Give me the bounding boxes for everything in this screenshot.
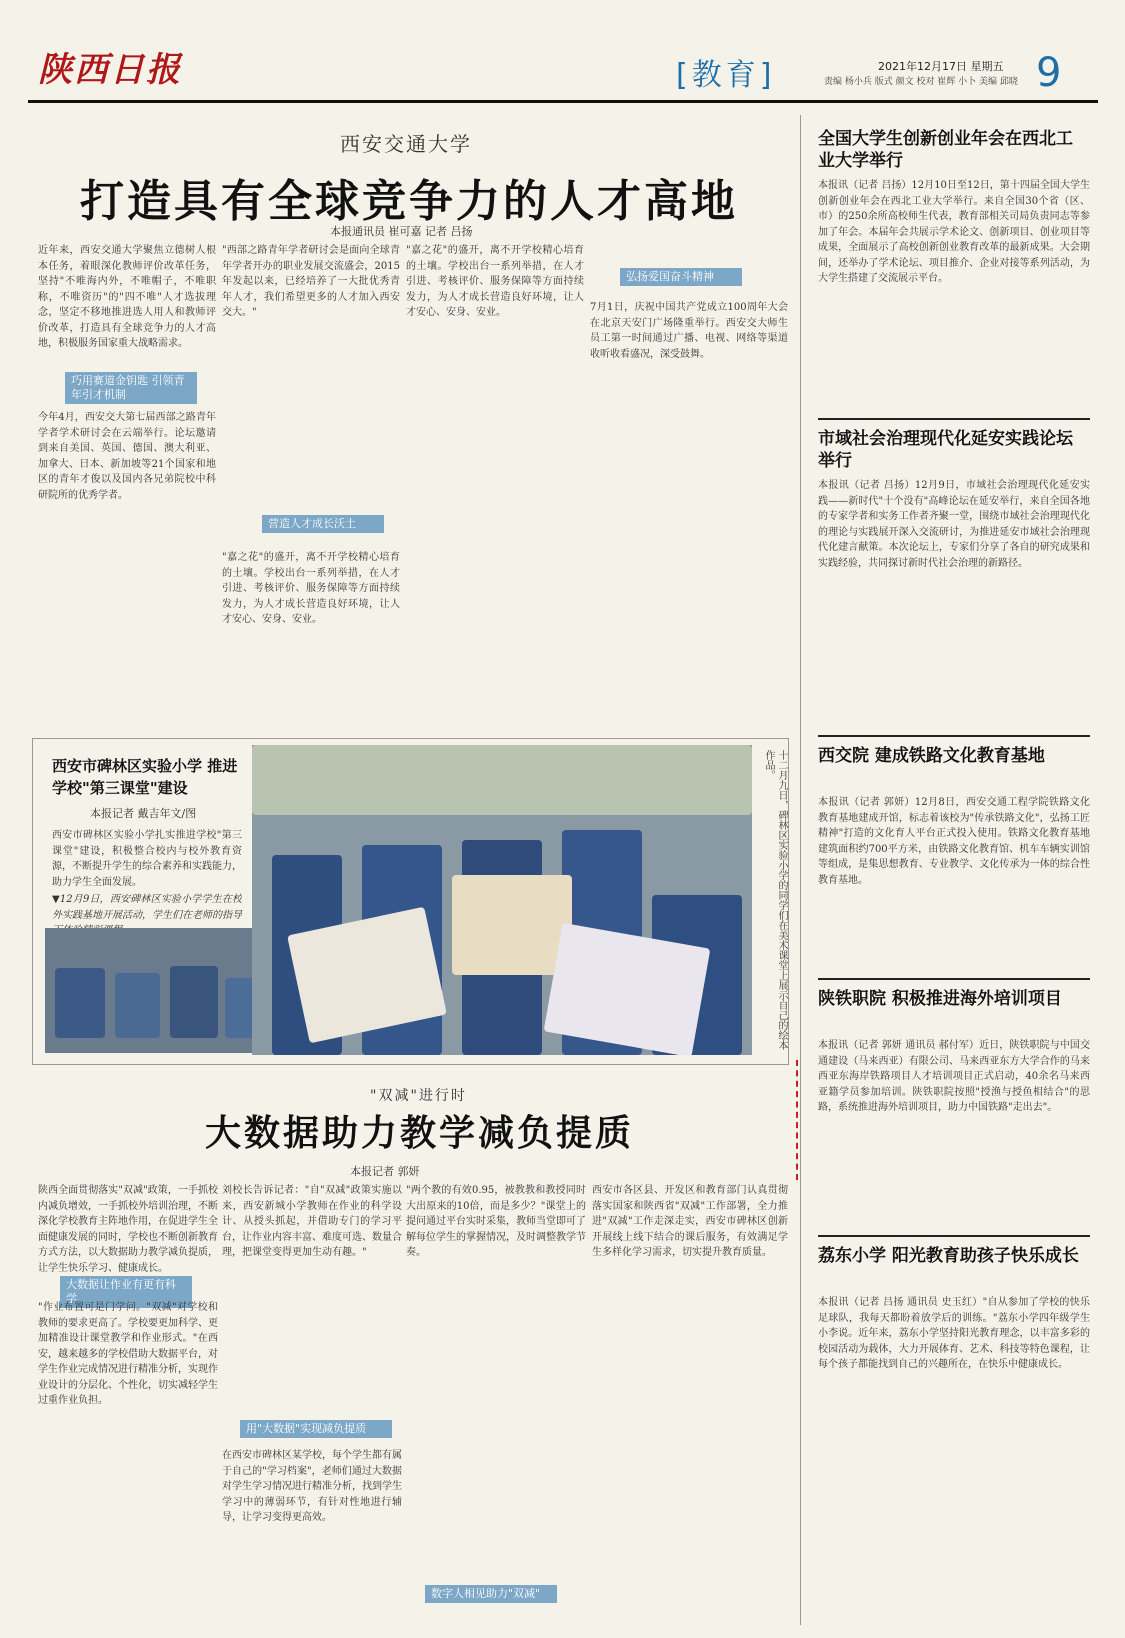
sidebar-title: 荔东小学 阳光教育助孩子快乐成长 <box>818 1246 1079 1266</box>
sidebar-rule <box>818 978 1090 980</box>
second-subhead: 用"大数据"实现减负提质 <box>240 1420 392 1438</box>
sidebar-text: 本报讯（记者 郭妍）12月8日，西安交通工程学院铁路文化教育基地建成开馆，标志着该校为"传承铁路文化"，弘扬工匠精神"打造的文化育人平台正式投入使用。铁路文化教育基地建筑面积约700平方米，由铁路文化教育馆、机车车辆实训馆等组成，是集思想教育、专业教学、文化传承为一体的综合性教育基地。 <box>818 797 1090 886</box>
second-paragraph: 西安市各区县、开发区和教育部门认真贯彻落实国家和陕西省"双减"工作部署，全力推进"双减"工作走深走实，西安市碑林区创新开展线上线下结合的课后服务，有效满足学生多样化学习需求，切实提升教育质量。 <box>592 1185 788 1258</box>
lead-subhead: 弘扬爱国奋斗精神 <box>620 268 742 286</box>
lead-paragraph: 近年来，西安交通大学聚焦立德树人根本任务，着眼深化教师评价改革任务，坚持"不唯海内外，不唯帽子，不唯职称，不唯资历"的"四不唯"人才选拔理念，坚定不移地推进选人用人和教师评价改革，打造具有全球竞争力的人才高地，积极服务国家重大战略需求。 <box>38 245 216 349</box>
sidebar-rule <box>818 418 1090 420</box>
editors-line: 责编 杨小兵 版式 颜文 校对 崔辉 小卜 美编 邱晓 <box>824 77 1018 87</box>
sidebar-title: 全国大学生创新创业年会在西北工业大学举行 <box>818 129 1073 171</box>
photo-story-caption: ▼12月9日，西安碑林区实验小学学生在校外实践基地开展活动，学生们在老师的指导 <box>52 894 242 921</box>
sidebar-text: 本报讯（记者 郭妍 通讯员 郝付军）近日，陕铁职院与中国交通建设（马来西亚）有限公司、马来西亚东方大学合作的马来西亚东海岸铁路项目人才培训项目正式启动，40余名马来西亚籍学员参加培训。陕铁职院按照"授渔与授鱼相结合"的思路，系统推进海外培训项目，助力中国铁路"走出去"。 <box>818 1040 1090 1113</box>
photo-story-byline: 本报记者 戴吉年文/图 <box>90 807 197 820</box>
photo-students-artwork <box>252 745 752 1055</box>
lead-byline: 本报通讯员 崔可嘉 记者 吕扬 <box>330 225 473 238</box>
newspaper-logo: 陕西日报 <box>38 50 182 90</box>
lead-subhead: 巧用赛道金钥匙 引领青年引才机制 <box>65 372 197 404</box>
second-paragraph: "两个教的有效0.95，被教教和教授同时大出原来的10倍，而是多少？"课堂上的提问通过平台实时采集，教师当堂即可了解每位学生的掌握情况，及时调整教学节奏。 <box>406 1185 586 1258</box>
red-dashed-rule <box>796 1060 798 1180</box>
second-subhead: 数字人相见助力"双减" <box>425 1585 557 1603</box>
photo-classroom <box>45 928 267 1053</box>
lead-subhead: 营造人才成长沃土 <box>262 515 384 533</box>
page-number: 9 <box>1036 50 1062 96</box>
lead-paragraph: "嘉之花"的盛开，离不开学校精心培育的土壤。学校出台一系列举措，在人才引进、考核评价、服务保障等方面持续发力，为人才成长营造良好环境，让人才安心、安身、安业。 <box>406 245 584 318</box>
section-label: [教育] <box>676 58 776 93</box>
second-kicker: "双减"进行时 <box>370 1088 467 1104</box>
masthead <box>0 0 1125 110</box>
dateline: 2021年12月17日 星期五 <box>878 60 1004 73</box>
lead-headline: 打造具有全球竞争力的人才高地 <box>80 176 738 227</box>
sidebar-title: 西交院 建成铁路文化教育基地 <box>818 746 1045 766</box>
sidebar-text: 本报讯（记者 吕扬）12月10日至12日，第十四届全国大学生创新创业年会在西北工业大学举行。来自全国30个省（区、市）的250余所高校师生代表，教育部相关司局负责同志等参加了年会。本届年会共展示学术论文、创新项目、创业项目等成果，全面展示了高校创新创业教育改革的最新成果。大会期间，还举办了学术论坛、项目推介、企业对接等系列活动，为大学生搭建了交流展示平台。 <box>818 180 1090 284</box>
photo-vertical-caption: 十二月九日，碑林区实验小学的同学们在美术课堂上展示自己的绘本作品。 <box>763 750 787 1050</box>
sidebar-text: 本报讯（记者 吕扬 通讯员 史玉红）"自从参加了学校的快乐足球队，我每天都盼着放学后的训练。"荔东小学四年级学生小李说。近年来，荔东小学坚持阳光教育理念，以丰富多彩的校园活动为载体，大力开展体育、艺术、科技等特色课程，让每个孩子都能找到自己的兴趣所在，在快乐中健康成长。 <box>818 1297 1090 1370</box>
photo-story-title: 西安市碑林区实验小学 推进学校"第三课堂"建设 <box>52 757 238 797</box>
second-byline: 本报记者 郭妍 <box>350 1165 420 1178</box>
second-headline: 大数据助力教学减负提质 <box>205 1113 635 1154</box>
sidebar-text: 本报讯（记者 吕扬）12月9日，市域社会治理现代化延安实践——新时代"十个没有"高峰论坛在延安举行，来自全国各地的专家学者和实务工作者齐聚一堂，围绕市域社会治理现代化的理论与实践展开深入交流研讨，为推进延安市域社会治理现代化建言献策。本次论坛上，专家们分享了各自的研究成果和实践经验，共同探讨新时代社会治理的新路径。 <box>818 480 1090 569</box>
lead-paragraph: "嘉之花"的盛开，离不开学校精心培育的土壤。学校出台一系列举措，在人才引进、考核评价、服务保障等方面持续发力，为人才成长营造良好环境，让人才安心、安身、安业。 <box>222 552 400 625</box>
sidebar-rule <box>818 735 1090 737</box>
sidebar-title: 市域社会治理现代化延安实践论坛举行 <box>818 429 1073 471</box>
second-paragraph: "作业布置可是门学问。"双减"对学校和教师的要求更高了。学校要更加科学、更加精准设计课堂教学和作业形式。"在西安，越来越多的学校借助大数据平台，对学生作业完成情况进行精准分析，实现作业设计的分层化、个性化，切实减轻学生过重作业负担。 <box>38 1302 218 1406</box>
masthead-rule <box>28 100 1098 103</box>
sidebar-title: 陕铁职院 积极推进海外培训项目 <box>818 989 1062 1009</box>
lead-kicker: 西安交通大学 <box>340 132 472 156</box>
lead-paragraph: "西部之路青年学者研讨会是面向全球青年学者开办的职业发展交流盛会，2015年发起以来，已经培养了一大批优秀青年人才，我们希望更多的人才加入西安交大。" <box>222 245 400 318</box>
second-paragraph: 陕西全面贯彻落实"双减"政策，一手抓校内减负增效，一手抓校外培训治理，不断深化学校教育主阵地作用，在促进学生全面健康发展的同时，学校也不断创新教育方式方法，以大数据助力教学减负提质，让学生快乐学习、健康成长。 <box>38 1185 218 1273</box>
lead-paragraph: 今年4月，西安交大第七届西部之路青年学者学术研讨会在云端举行。论坛邀请到来自美国、英国、德国、澳大利亚、加拿大、日本、新加坡等21个国家和地区的青年才俊以及国内各兄弟院校中科研院所的优秀学者。 <box>38 412 216 501</box>
second-paragraph: 刘校长告诉记者："自"双减"政策实施以来，西安新城小学教师在作业的科学设计、从授头抓起，并借助专门的学习平台，让作业内容丰富、难度可选、数量合理，把课堂变得更加生动有趣。" <box>222 1185 402 1258</box>
photo-story-text: 西安市碑林区实验小学扎实推进学校"第三课堂"建设，积极整合校内与校外教育资源，不断提升学生的综合素养和实践能力，助力学生全面发展。 <box>52 830 242 888</box>
second-paragraph: 在西安市碑林区某学校，每个学生都有属于自己的"学习档案"，老师们通过大数据对学生学习情况进行精准分析，找到学生学习中的薄弱环节，有针对性地进行辅导，让学习变得更高效。 <box>222 1450 402 1523</box>
sidebar-divider <box>800 115 801 1625</box>
second-subhead: 大数据让作业有更有科学 <box>60 1276 192 1308</box>
lead-paragraph: 7月1日，庆祝中国共产党成立100周年大会在北京天安门广场隆重举行。西安交大师生员工第一时间通过广播、电视、网络等渠道收听收看盛况，深受鼓舞。 <box>590 302 788 360</box>
sidebar-rule <box>818 1235 1090 1237</box>
